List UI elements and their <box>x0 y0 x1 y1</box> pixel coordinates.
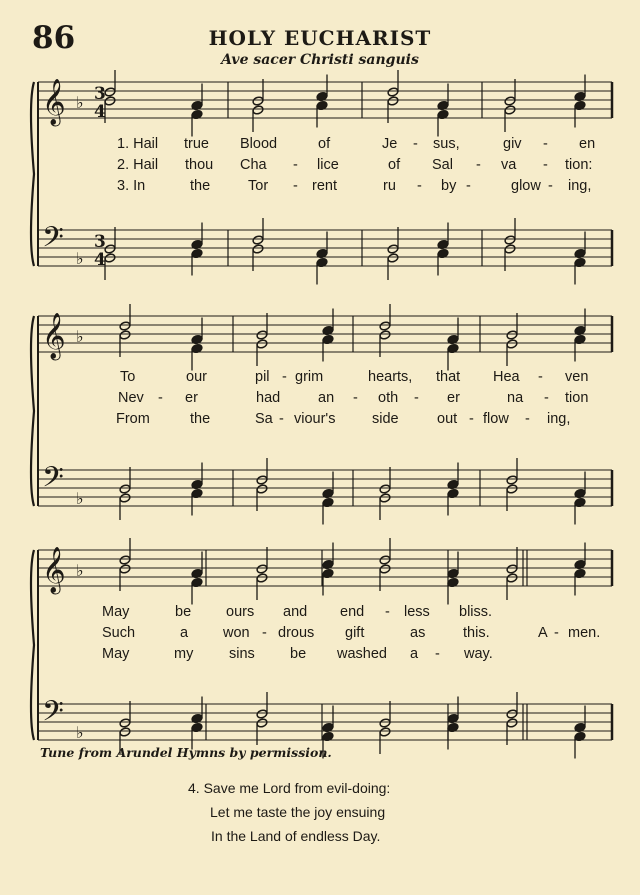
note-head <box>387 244 399 254</box>
syllable: tion: <box>565 157 593 173</box>
syllable: as <box>410 625 426 641</box>
note-head <box>256 709 268 719</box>
syllable: 1. Hail <box>117 136 159 152</box>
syllable: had <box>256 390 281 406</box>
note-head <box>387 253 399 263</box>
flat-key-signature-icon: ♭ <box>76 489 84 508</box>
syllable: - <box>554 625 559 641</box>
hymn-title: HOLY EUCHARIST <box>208 26 432 50</box>
note-head <box>104 253 116 263</box>
syllable: Sal <box>432 157 453 173</box>
verse-4-line: Let me taste the joy ensuing <box>210 804 386 820</box>
note-head <box>256 475 268 485</box>
syllable: From <box>116 411 150 427</box>
note-head <box>504 96 516 106</box>
note-head <box>379 321 391 331</box>
verse-4-line: 4. Save me Lord from evil-doing: <box>188 780 391 796</box>
note-head <box>252 244 264 254</box>
note-head <box>379 564 391 574</box>
syllable: a <box>180 625 189 641</box>
time-signature-digit: 4 <box>94 250 106 270</box>
syllable: - <box>543 136 548 152</box>
note-head <box>506 573 518 583</box>
syllable: viour's <box>294 411 336 427</box>
syllable: by <box>441 178 457 194</box>
syllable: - <box>525 411 530 427</box>
flat-key-signature-icon: ♭ <box>76 93 84 112</box>
syllable: grim <box>295 369 324 385</box>
syllable: a <box>410 646 419 662</box>
note-head <box>504 235 516 245</box>
note-head <box>387 96 399 106</box>
syllable: rent <box>312 178 337 194</box>
syllable: gift <box>345 625 365 641</box>
note-head <box>252 235 264 245</box>
syllable: the <box>190 411 211 427</box>
syllable: Sa <box>255 411 273 427</box>
system-brace <box>31 316 34 506</box>
syllable: ing, <box>568 178 592 194</box>
syllable: an <box>318 390 335 406</box>
note-head <box>256 564 268 574</box>
note-head <box>379 718 391 728</box>
syllable: - <box>544 390 549 406</box>
syllable: na <box>507 390 524 406</box>
syllable: lice <box>317 157 339 173</box>
syllable: er <box>447 390 460 406</box>
syllable: - <box>414 390 419 406</box>
syllable: 2. Hail <box>117 157 159 173</box>
syllable: - <box>353 390 358 406</box>
syllable: Such <box>102 625 136 641</box>
tune-credit: Tune from Arundel Hymns by permission. <box>40 745 332 760</box>
syllable: en <box>579 136 596 152</box>
bass-clef-icon: 𝄢 <box>42 221 64 261</box>
syllable: the <box>190 178 211 194</box>
syllable: out <box>437 411 458 427</box>
flat-key-signature-icon: ♭ <box>76 561 84 580</box>
syllable: less <box>404 604 430 620</box>
treble-clef-icon: 𝄞 <box>42 547 66 593</box>
syllable: - <box>262 625 267 641</box>
note-head <box>119 321 131 331</box>
syllable: Hea <box>493 369 520 385</box>
syllable: er <box>185 390 198 406</box>
hymn-subtitle: Ave sacer Christi sanguis <box>221 52 419 68</box>
syllable: tion <box>565 390 589 406</box>
syllable: of <box>318 136 331 152</box>
note-head <box>119 484 131 494</box>
syllable: Tor <box>248 178 269 194</box>
note-head <box>252 105 264 115</box>
syllable: be <box>175 604 192 620</box>
note-head <box>119 727 131 737</box>
bass-clef-icon: 𝄢 <box>42 461 64 501</box>
syllable: - <box>293 157 298 173</box>
syllable: hearts, <box>368 369 413 385</box>
syllable: thou <box>185 157 214 173</box>
note-head <box>506 339 518 349</box>
flat-key-signature-icon: ♭ <box>76 249 84 268</box>
syllable: bliss. <box>459 604 493 620</box>
syllable: - <box>538 369 543 385</box>
verse-4-line: In the Land of endless Day. <box>211 828 381 844</box>
syllable: - <box>469 411 474 427</box>
syllable: Nev <box>118 390 144 406</box>
syllable: ing, <box>547 411 571 427</box>
syllable: ven <box>565 369 589 385</box>
syllable: - <box>466 178 471 194</box>
syllable: sus, <box>433 136 460 152</box>
syllable: oth <box>378 390 399 406</box>
note-head <box>104 87 116 97</box>
note-head <box>506 330 518 340</box>
note-head <box>256 339 268 349</box>
note-head <box>379 493 391 503</box>
syllable: side <box>372 411 399 427</box>
syllable: sins <box>229 646 255 662</box>
syllable: - <box>385 604 390 620</box>
syllable: Cha <box>240 157 267 173</box>
note-head <box>104 244 116 254</box>
syllable: - <box>158 390 163 406</box>
syllable: - <box>282 369 287 385</box>
syllable: men. <box>568 625 601 641</box>
syllable: glow <box>511 178 541 194</box>
note-head <box>379 330 391 340</box>
syllable: - <box>476 157 481 173</box>
note-head <box>256 484 268 494</box>
note-head <box>119 493 131 503</box>
syllable: way. <box>464 646 493 662</box>
syllable: our <box>186 369 207 385</box>
syllable: A <box>538 625 548 641</box>
syllable: giv <box>503 136 522 152</box>
note-head <box>256 573 268 583</box>
syllable: Je <box>382 136 398 152</box>
syllable: Blood <box>240 136 278 152</box>
syllable: true <box>184 136 209 152</box>
flat-key-signature-icon: ♭ <box>76 723 84 742</box>
note-head <box>256 718 268 728</box>
syllable: and <box>283 604 308 620</box>
syllable: of <box>388 157 401 173</box>
syllable: 3. In <box>117 178 146 194</box>
syllable: - <box>293 178 298 194</box>
note-head <box>119 330 131 340</box>
note-head <box>119 564 131 574</box>
note-head <box>506 475 518 485</box>
note-head <box>379 555 391 565</box>
note-head <box>379 727 391 737</box>
syllable: my <box>174 646 194 662</box>
system-brace <box>31 550 34 740</box>
bass-clef-icon: 𝄢 <box>42 695 64 735</box>
time-signature-digit: 3 <box>94 232 106 252</box>
syllable: - <box>548 178 553 194</box>
time-signature-digit: 3 <box>94 84 106 104</box>
syllable: won <box>223 625 250 641</box>
syllable: - <box>417 178 422 194</box>
syllable: - <box>413 136 418 152</box>
flat-key-signature-icon: ♭ <box>76 327 84 346</box>
syllable: washed <box>337 646 387 662</box>
note-head <box>506 564 518 574</box>
note-head <box>504 244 516 254</box>
system-brace <box>31 82 34 266</box>
note-head <box>504 105 516 115</box>
note-head <box>506 718 518 728</box>
note-head <box>506 484 518 494</box>
treble-clef-icon: 𝄞 <box>42 313 66 359</box>
syllable: drous <box>278 625 315 641</box>
note-head <box>387 87 399 97</box>
note-head <box>104 96 116 106</box>
note-head <box>119 555 131 565</box>
syllable: pil <box>255 369 270 385</box>
syllable: flow <box>483 411 509 427</box>
syllable: be <box>290 646 307 662</box>
note-head <box>506 709 518 719</box>
note-head <box>252 96 264 106</box>
note-head <box>119 718 131 728</box>
syllable: this. <box>463 625 490 641</box>
note-head <box>379 484 391 494</box>
treble-clef-icon: 𝄞 <box>42 79 66 125</box>
syllable: - <box>435 646 440 662</box>
syllable: May <box>102 604 130 620</box>
syllable: - <box>543 157 548 173</box>
syllable: May <box>102 646 130 662</box>
syllable: - <box>279 411 284 427</box>
syllable: va <box>501 157 517 173</box>
syllable: that <box>436 369 461 385</box>
page-number: 86 <box>32 20 76 56</box>
syllable: end <box>340 604 365 620</box>
syllable: ru <box>383 178 396 194</box>
time-signature-digit: 4 <box>94 102 106 122</box>
syllable: ours <box>226 604 255 620</box>
note-head <box>256 330 268 340</box>
syllable: To <box>120 369 136 385</box>
